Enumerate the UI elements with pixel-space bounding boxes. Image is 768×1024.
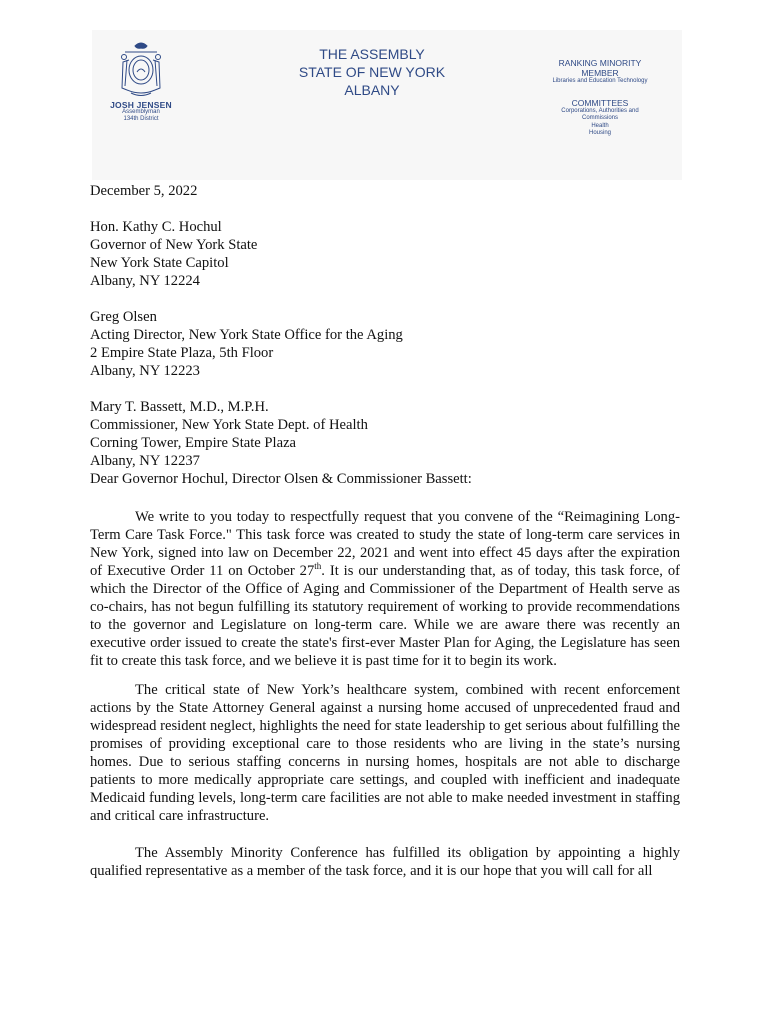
ranking-line: MEMBER bbox=[581, 68, 619, 78]
address-line: 2 Empire State Plaza, 5th Floor bbox=[90, 345, 274, 361]
address-line: Albany, NY 12224 bbox=[90, 273, 200, 289]
assembly-heading bbox=[272, 45, 472, 99]
heading-line: THE ASSEMBLY bbox=[319, 46, 425, 62]
address-line: Mary T. Bassett, M.D., M.P.H. bbox=[90, 399, 269, 415]
body-paragraph: The Assembly Minority Conference has fulfilled its obligation by appointing a highly qualified representative as a member of the task force, and it is our hope that you will call for all bbox=[90, 845, 680, 879]
member-name: JOSH JENSEN bbox=[110, 100, 172, 110]
committee-item: Housing bbox=[588, 130, 611, 136]
member-block bbox=[96, 101, 186, 123]
salutation: Dear Governor Hochul, Director Olsen & Commissioner Bassett: bbox=[90, 471, 472, 487]
letter-body bbox=[90, 182, 680, 880]
committee-item: Corporations, Authorities and bbox=[561, 107, 639, 114]
committees-heading: COMMITTEES bbox=[571, 97, 629, 108]
paragraph-text: We write to you today to respectfully request that you convene of the “Reimagining Long-Term Care Task Force." This task force was created to study the state of long-term care services in New York, signed into law on December 22, 2021 and went into effect 45 days after the expiration of Executive Order 11 on October 27 bbox=[90, 509, 680, 579]
address-line: Hon. Kathy C. Hochul bbox=[90, 219, 222, 235]
new-york-state-seal-icon bbox=[115, 38, 167, 100]
ranking-line: RANKING MINORITY bbox=[558, 58, 642, 68]
address-line: Albany, NY 12237 bbox=[90, 453, 200, 469]
letter-date: December 5, 2022 bbox=[90, 183, 198, 199]
heading-line: ALBANY bbox=[344, 82, 400, 98]
superscript: th bbox=[314, 561, 322, 572]
committee-block bbox=[530, 58, 670, 138]
address-line: Acting Director, New York State Office for the Aging bbox=[90, 327, 403, 343]
address-line: Albany, NY 12223 bbox=[90, 363, 200, 379]
member-district: 134th District bbox=[123, 116, 159, 122]
ranking-committee: Libraries and Education Technology bbox=[552, 78, 648, 84]
committee-item: Commissions bbox=[581, 115, 618, 121]
recipient-address bbox=[90, 218, 680, 290]
address-line: Commissioner, New York State Dept. of Health bbox=[90, 417, 368, 433]
address-line: Governor of New York State bbox=[90, 237, 258, 253]
body-paragraph bbox=[90, 508, 680, 670]
heading-line: STATE OF NEW YORK bbox=[298, 64, 446, 80]
member-title: Assemblyman bbox=[122, 109, 160, 115]
address-line: Corning Tower, Empire State Plaza bbox=[90, 435, 297, 451]
body-paragraph: The critical state of New York’s healthcare system, combined with recent enforcement actions by the State Attorney General against a nursing home accused of unprecedented fraud and widespread resident neglect, highlights the need for state leadership to get serious about fulfilling the promises of providing exceptional care to those residents who are living in the state’s nursing homes. Due to serious staffing concerns in nursing homes, hospitals are not able to discharge patients to more medically appropriate care settings, and coupled with inefficient and inadequate Medicaid funding levels, long-term care facilities are not able to make needed investment in staffing and critical care infrastructure. bbox=[90, 682, 680, 824]
recipient-address bbox=[90, 398, 680, 470]
committee-item: Health bbox=[591, 122, 609, 129]
address-line: New York State Capitol bbox=[90, 255, 229, 271]
paragraph-text: . It is our understanding that, as of today, this task force, of which the Director of the Office of Aging and Commissioner of the Department of Health serve as co-chairs, has not begun fulfilling its statutory requirement of working to provide recommendations to the governor and Legislature on long-term care. While we are aware there was recently an executive order issued to create the state's first-ever Master Plan for Aging, the Legislature has seen fit to create this task force, and we believe it is past time for it to begin its work. bbox=[90, 563, 680, 669]
address-line: Greg Olsen bbox=[90, 309, 157, 325]
recipient-address bbox=[90, 308, 680, 380]
